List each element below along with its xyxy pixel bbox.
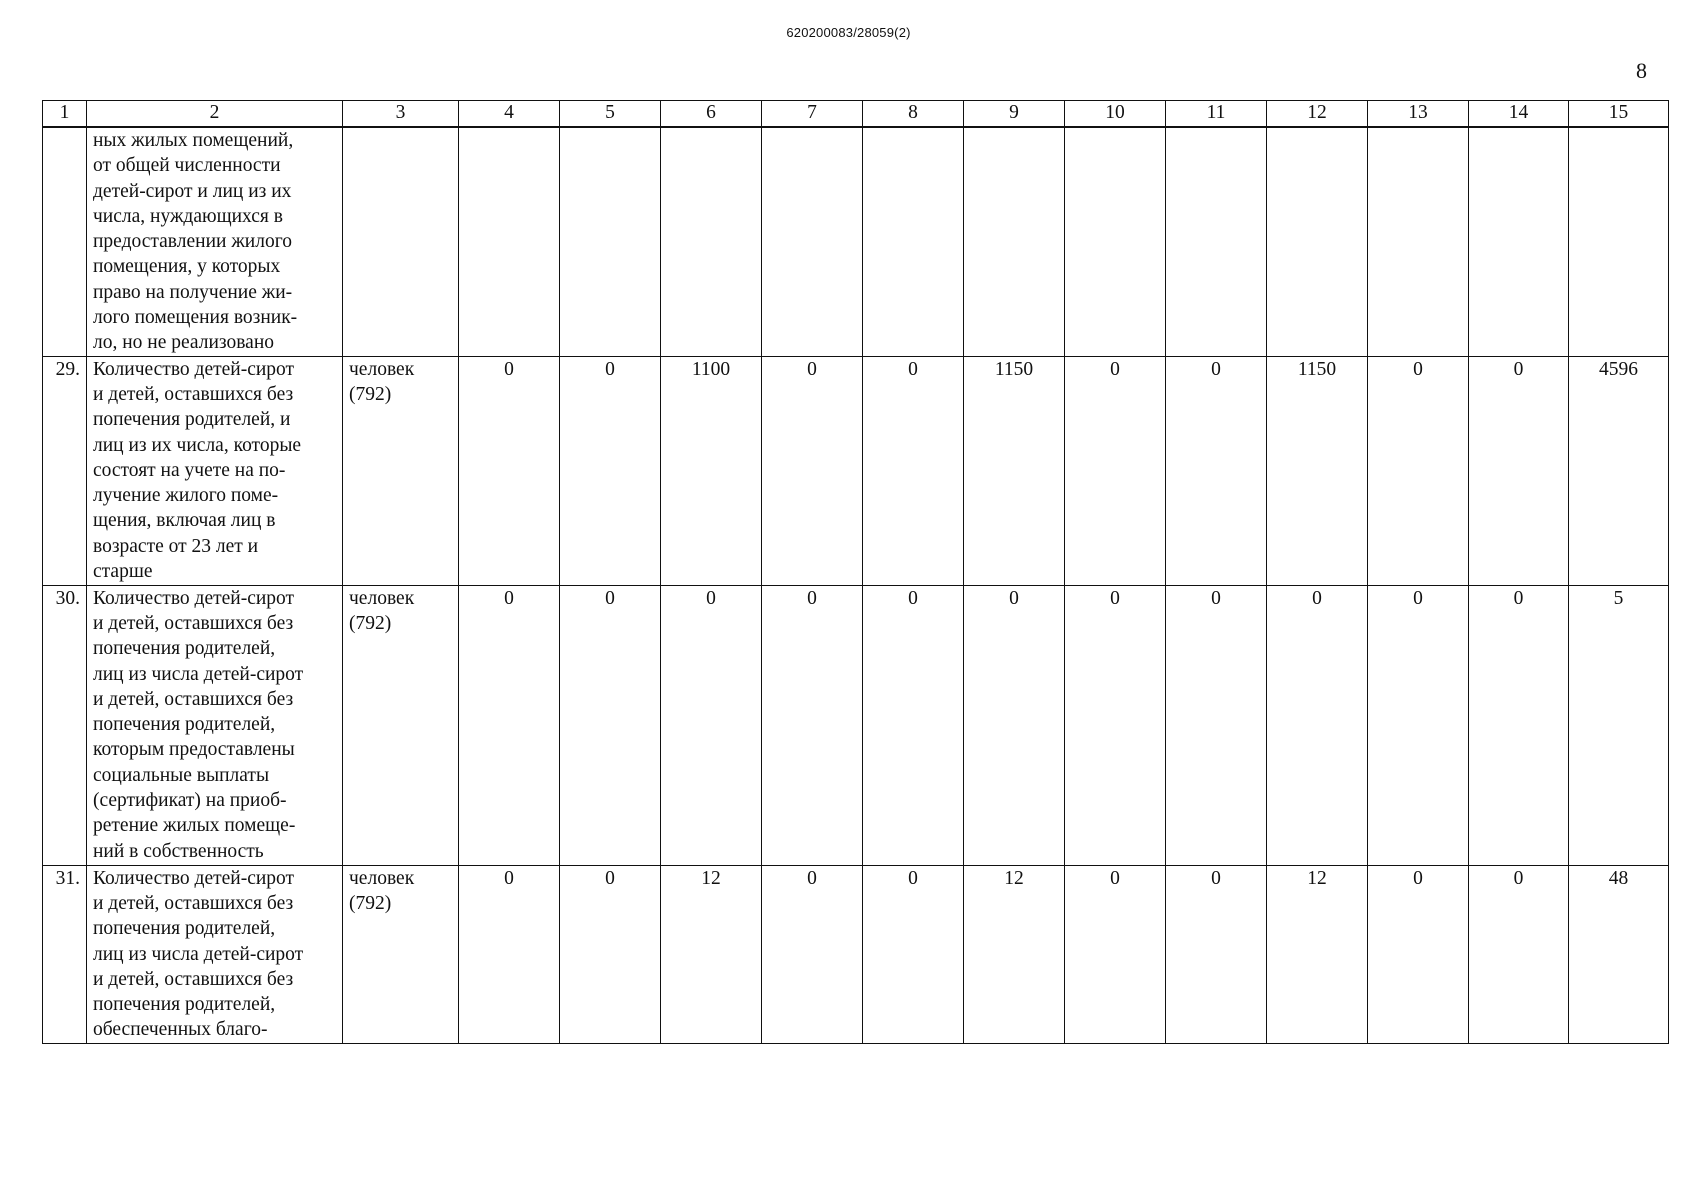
- data-table: [42, 100, 1669, 1044]
- row-description: Количество детей-сирот и детей, оставшихся без попечения родителей, и лиц из их числа, которые состоят на учете на по- лучение жилого поме- щения, включая лиц в возрасте от 23 лет и старше: [87, 356, 343, 585]
- row-description: Количество детей-сирот и детей, оставшихся без попечения родителей, лиц из числа детей-сирот и детей, оставшихся без попечения родителей, обеспеченных благо-: [87, 865, 343, 1043]
- value-cell: [1368, 127, 1469, 356]
- value-cell: 0: [1166, 865, 1267, 1043]
- value-cell: 0: [560, 865, 661, 1043]
- column-header: 13: [1368, 101, 1469, 128]
- value-cell: 0: [1065, 356, 1166, 585]
- value-cell: 0: [964, 585, 1065, 865]
- row-description: Количество детей-сирот и детей, оставшихся без попечения родителей, лиц из числа детей-сирот и детей, оставшихся без попечения родителей, которым предоставлены социальные выплаты (сертификат) на приоб- ретение жилых помеще- ний в собственность: [87, 585, 343, 865]
- value-cell: 0: [863, 356, 964, 585]
- column-header: 10: [1065, 101, 1166, 128]
- value-cell: 48: [1569, 865, 1669, 1043]
- value-cell: 12: [1267, 865, 1368, 1043]
- value-cell: 0: [560, 585, 661, 865]
- column-header: 6: [661, 101, 762, 128]
- row-description: ных жилых помещений, от общей численности детей-сирот и лиц из их числа, нуждающихся в предоставлении жилого помещения, у которых право на получение жи- лого помещения возник- ло, но не реализовано: [87, 127, 343, 356]
- table-row: [43, 865, 1669, 1043]
- column-header: 2: [87, 101, 343, 128]
- page-number: 8: [1636, 58, 1647, 83]
- row-number: 29.: [43, 356, 87, 585]
- table-row: [43, 585, 1669, 865]
- header-row: [43, 101, 1669, 128]
- value-cell: [1065, 127, 1166, 356]
- value-cell: 0: [762, 356, 863, 585]
- column-header: 15: [1569, 101, 1669, 128]
- column-header: 7: [762, 101, 863, 128]
- value-cell: 1100: [661, 356, 762, 585]
- value-cell: 0: [762, 585, 863, 865]
- value-cell: [459, 127, 560, 356]
- value-cell: [762, 127, 863, 356]
- value-cell: 0: [560, 356, 661, 585]
- table-row-continuation: [43, 127, 1669, 356]
- value-cell: 12: [964, 865, 1065, 1043]
- column-header: 1: [43, 101, 87, 128]
- column-header: 3: [343, 101, 459, 128]
- value-cell: 0: [1065, 585, 1166, 865]
- value-cell: 0: [1469, 585, 1569, 865]
- value-cell: [863, 127, 964, 356]
- value-cell: 0: [1368, 865, 1469, 1043]
- value-cell: [661, 127, 762, 356]
- value-cell: 1150: [964, 356, 1065, 585]
- value-cell: 1150: [1267, 356, 1368, 585]
- row-unit: человек (792): [343, 865, 459, 1043]
- row-unit: [343, 127, 459, 356]
- value-cell: 12: [661, 865, 762, 1043]
- value-cell: [560, 127, 661, 356]
- row-number: 31.: [43, 865, 87, 1043]
- column-header: 8: [863, 101, 964, 128]
- value-cell: 0: [661, 585, 762, 865]
- document-id: 620200083/28059(2): [786, 25, 911, 40]
- value-cell: 0: [1368, 585, 1469, 865]
- value-cell: 0: [459, 585, 560, 865]
- column-header: 9: [964, 101, 1065, 128]
- column-header: 14: [1469, 101, 1569, 128]
- value-cell: 4596: [1569, 356, 1669, 585]
- column-header: 5: [560, 101, 661, 128]
- value-cell: [1166, 127, 1267, 356]
- value-cell: [1267, 127, 1368, 356]
- column-header: 11: [1166, 101, 1267, 128]
- value-cell: 0: [459, 865, 560, 1043]
- value-cell: 0: [1368, 356, 1469, 585]
- value-cell: 0: [1166, 356, 1267, 585]
- value-cell: [1569, 127, 1669, 356]
- column-header: 4: [459, 101, 560, 128]
- value-cell: 0: [1166, 585, 1267, 865]
- table-row: [43, 356, 1669, 585]
- value-cell: [964, 127, 1065, 356]
- value-cell: 0: [1065, 865, 1166, 1043]
- row-unit: человек (792): [343, 356, 459, 585]
- value-cell: 0: [1469, 865, 1569, 1043]
- value-cell: 0: [1469, 356, 1569, 585]
- value-cell: 0: [863, 585, 964, 865]
- column-header: 12: [1267, 101, 1368, 128]
- value-cell: 0: [863, 865, 964, 1043]
- row-number: 30.: [43, 585, 87, 865]
- row-number-cell: [43, 127, 87, 356]
- value-cell: 5: [1569, 585, 1669, 865]
- value-cell: [1469, 127, 1569, 356]
- row-unit: человек (792): [343, 585, 459, 865]
- value-cell: 0: [459, 356, 560, 585]
- value-cell: 0: [762, 865, 863, 1043]
- value-cell: 0: [1267, 585, 1368, 865]
